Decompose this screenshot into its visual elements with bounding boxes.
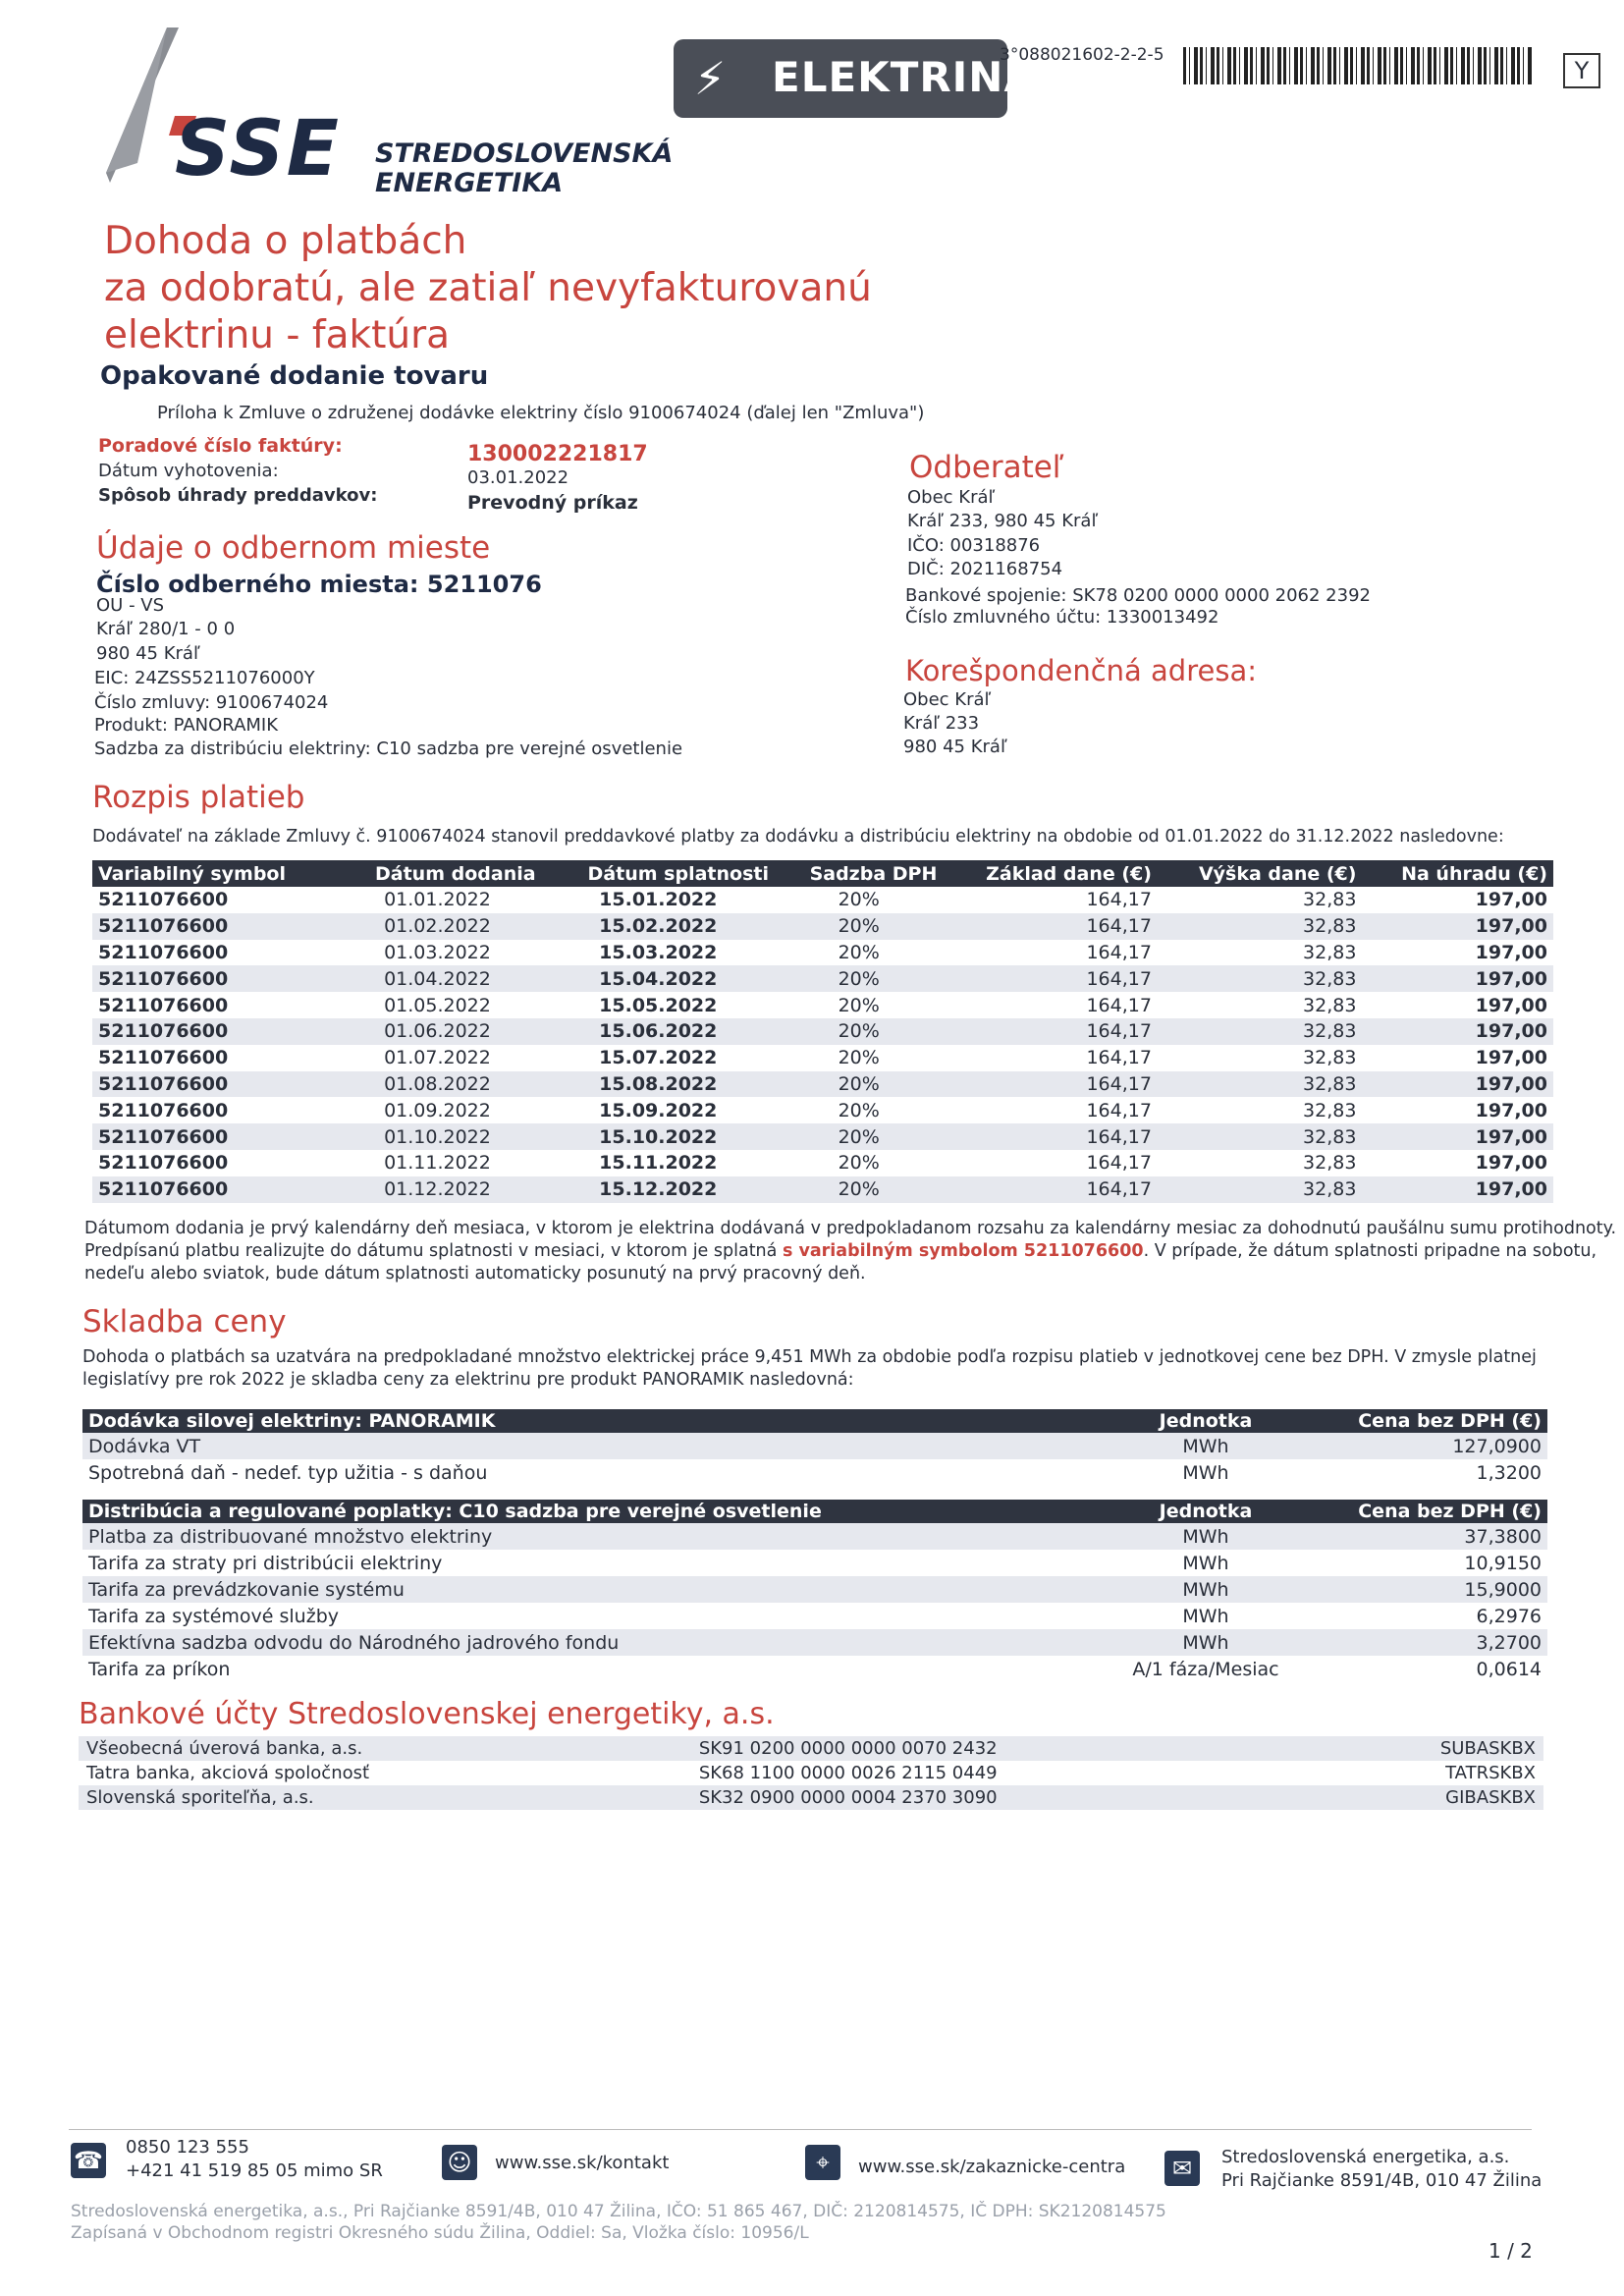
- footer-address1: Stredoslovenská energetika, a.s.: [1221, 2147, 1510, 2167]
- payment-method-value: Prevodný príkaz: [467, 492, 638, 514]
- bank-swift: SUBASKBX: [1316, 1736, 1543, 1761]
- correspondence-line2: Kráľ 233: [903, 713, 980, 734]
- cell-due-date: 15.06.2022: [542, 1018, 775, 1045]
- list-item: [82, 1433, 1547, 1459]
- bank-name: Všeobecná úverová banka, a.s.: [79, 1736, 691, 1761]
- cell-tax-base: 164,17: [943, 1123, 1158, 1150]
- supply-unit-header: Jednotka: [1092, 1409, 1320, 1433]
- note-b-variable-symbol: s variabilným symbolom 5211076600: [782, 1241, 1144, 1261]
- bank-iban: SK68 1100 0000 0026 2115 0449: [698, 1763, 998, 1783]
- location-icon: ⌖: [805, 2145, 840, 2180]
- col-delivery-date: Dátum dodania: [333, 860, 541, 887]
- cell-tax-amount: 32,83: [1303, 1152, 1357, 1175]
- item-price: 10,9150: [1464, 1552, 1542, 1574]
- mail-icon: ✉: [1164, 2151, 1200, 2186]
- col-variable-symbol: Variabilný symbol: [92, 860, 333, 887]
- cell-vat-rate: 20%: [775, 1123, 943, 1150]
- lightning-icon: ⚡: [693, 52, 727, 105]
- table-row: [92, 965, 1553, 992]
- cell-amount-due: 197,00: [1362, 1018, 1553, 1045]
- cell-delivery-date: 01.01.2022: [384, 889, 491, 911]
- cell-vat-rate: 20%: [775, 913, 943, 940]
- distribution-price-header-label: Cena bez DPH (€): [1320, 1500, 1547, 1523]
- payments-note-c: nedeľu alebo sviatok, bude dátum splatnosti automaticky posunutý na prvý pracovný deň.: [84, 1264, 866, 1284]
- place-eic: EIC: 24ZSS5211076000Y: [94, 668, 315, 688]
- cell-delivery-date: 01.12.2022: [333, 1176, 541, 1203]
- cell-amount-due: 197,00: [1362, 913, 1553, 940]
- cell-due-date: 15.11.2022: [599, 1152, 718, 1175]
- table-row: [92, 992, 1553, 1018]
- customer-line2: Kráľ 233, 980 45 Kráľ: [907, 511, 1099, 531]
- cell-variable-symbol: 5211076600: [98, 889, 229, 911]
- cell-delivery-date: 01.04.2022: [333, 965, 541, 992]
- footer-divider: [69, 2129, 1532, 2130]
- payments-table-header: [92, 860, 1553, 887]
- subtitle: Opakované dodanie tovaru: [100, 361, 489, 391]
- y-mark: Y: [1563, 53, 1600, 88]
- payments-note-b: [84, 1241, 1597, 1261]
- cell-amount-due: 197,00: [1362, 1176, 1553, 1203]
- badge-label: ELEKTRINA: [772, 53, 1037, 101]
- col-amount-due: Na úhradu (€): [1362, 860, 1553, 887]
- cell-delivery-date: 01.11.2022: [384, 1152, 491, 1175]
- bank-name: Tatra banka, akciová spoločnosť: [86, 1763, 370, 1783]
- table-row: [92, 940, 1553, 966]
- cell-amount-due: 197,00: [1475, 1047, 1547, 1069]
- cell-vat-rate: 20%: [838, 994, 880, 1016]
- pricing-intro1: Dohoda o platbách sa uzatvára na predpokladané množstvo elektrickej práce 9,451 MWh za obdobie podľa rozpisu platieb v jednotkovej cene bez DPH. V zmysle platnej: [82, 1347, 1537, 1367]
- item-unit: MWh: [1092, 1629, 1320, 1656]
- cell-delivery-date: 01.05.2022: [384, 994, 491, 1016]
- cell-variable-symbol: 5211076600: [98, 941, 229, 963]
- cell-due-date: 15.03.2022: [599, 941, 718, 963]
- cell-due-date: 15.01.2022: [599, 889, 718, 911]
- supply-price-header-label: Cena bez DPH (€): [1320, 1409, 1547, 1433]
- place-heading: Údaje o odbernom mieste: [96, 530, 491, 566]
- cell-tax-amount: 32,83: [1303, 941, 1357, 963]
- item-label: Platba za distribuované množstvo elektriny: [82, 1523, 1092, 1550]
- bank-iban: SK91 0200 0000 0000 0070 2432: [691, 1736, 1316, 1761]
- bank-swift: GIBASKBX: [1316, 1785, 1543, 1810]
- cell-tax-amount: 32,83: [1158, 1123, 1363, 1150]
- col-vat-rate: Sadzba DPH: [775, 860, 943, 887]
- item-unit: MWh: [1092, 1576, 1320, 1603]
- item-unit: MWh: [1092, 1433, 1320, 1459]
- pricing-heading: Skladba ceny: [82, 1304, 287, 1339]
- cell-variable-symbol: 5211076600: [92, 965, 333, 992]
- payments-table: [92, 860, 1553, 1203]
- distribution-price-header: [82, 1500, 1547, 1523]
- cell-amount-due: 197,00: [1475, 941, 1547, 963]
- banks-heading: Bankové účty Stredoslovenskej energetiky, a.s.: [79, 1697, 775, 1731]
- customer-dic: DIČ: 2021168754: [907, 559, 1063, 579]
- phone-icon: ☎: [71, 2143, 106, 2178]
- company-name-line1: STREDOSLOVENSKÁ: [375, 138, 674, 169]
- cell-vat-rate: 20%: [838, 1047, 880, 1069]
- col-tax-amount: Výška dane (€): [1158, 860, 1363, 887]
- table-row: [92, 1071, 1553, 1098]
- correspondence-line3: 980 45 Kráľ: [903, 737, 1007, 757]
- cell-delivery-date: 01.10.2022: [333, 1123, 541, 1150]
- cell-tax-amount: 32,83: [1158, 1018, 1363, 1045]
- list-item: [82, 1523, 1547, 1550]
- logo-text: SSE: [175, 105, 341, 193]
- invoice-number-label: Poradové číslo faktúry:: [98, 435, 343, 457]
- customer-bank: Bankové spojenie: SK78 0200 0000 0000 2062 2392: [905, 585, 1371, 606]
- cell-amount-due: 197,00: [1475, 1099, 1547, 1121]
- item-unit: A/1 fáza/Mesiac: [1132, 1658, 1279, 1680]
- customer-account: Číslo zmluvného účtu: 1330013492: [905, 607, 1219, 628]
- place-number: Číslo odberného miesta: 5211076: [96, 571, 542, 598]
- bank-iban: SK32 0900 0000 0004 2370 3090: [691, 1785, 1316, 1810]
- cell-vat-rate: 20%: [775, 965, 943, 992]
- correspondence-heading: Korešpondenčná adresa:: [905, 654, 1257, 687]
- cell-tax-base: 164,17: [943, 1018, 1158, 1045]
- electricity-badge: [674, 39, 1037, 118]
- table-row: [92, 1097, 1553, 1123]
- title-line2: za odobratú, ale zatiaľ nevyfakturovanú: [104, 266, 872, 310]
- bank-row: [79, 1736, 1543, 1761]
- note-b-part1: Predpísanú platbu realizujte do dátumu splatnosti v mesiaci, v ktorom je splatná: [84, 1241, 778, 1261]
- list-item: [82, 1603, 1547, 1629]
- issue-date-value: 03.01.2022: [467, 467, 569, 488]
- cell-amount-due: 197,00: [1362, 1123, 1553, 1150]
- footer-legal1: Stredoslovenská energetika, a.s., Pri Rajčianke 8591/4B, 010 47 Žilina, IČO: 51 865 467, DIČ: 2120814575, IČ DPH: SK2120814575: [71, 2202, 1166, 2221]
- cell-tax-base: 164,17: [1086, 941, 1152, 963]
- pricing-intro2: legislatívy pre rok 2022 je skladba ceny za elektrinu pre produkt PANORAMIK nasledovná:: [82, 1370, 854, 1390]
- list-item: [82, 1629, 1547, 1656]
- cell-amount-due: 197,00: [1362, 965, 1553, 992]
- item-label: Dodávka VT: [82, 1433, 1092, 1459]
- cell-variable-symbol: 5211076600: [92, 913, 333, 940]
- table-row: [92, 1045, 1553, 1071]
- cell-delivery-date: 01.07.2022: [384, 1047, 491, 1069]
- bank-name: Slovenská sporiteľňa, a.s.: [79, 1785, 691, 1810]
- table-row: [92, 1176, 1553, 1203]
- cell-amount-due: 197,00: [1475, 889, 1547, 911]
- footer-legal2: Zapísaná v Obchodnom registri Okresného súdu Žilina, Oddiel: Sa, Vložka číslo: 10956/L: [71, 2223, 809, 2243]
- cell-due-date: 15.07.2022: [599, 1047, 718, 1069]
- cell-amount-due: 197,00: [1475, 1152, 1547, 1175]
- item-price: 37,3800: [1320, 1523, 1547, 1550]
- note-b-part3: . V prípade, že dátum splatnosti pripadne na sobotu,: [1143, 1241, 1597, 1261]
- item-label: Spotrebná daň - nedef. typ užitia - s daňou: [88, 1461, 488, 1484]
- list-item: [82, 1656, 1547, 1682]
- company-name-line2: ENERGETIKA: [375, 168, 564, 198]
- cell-tax-amount: 32,83: [1158, 1071, 1363, 1098]
- bank-swift: TATRSKBX: [1445, 1763, 1536, 1783]
- item-label: Efektívna sadzba odvodu do Národného jadrového fondu: [82, 1629, 1092, 1656]
- distribution-price-table: [82, 1500, 1547, 1682]
- cell-tax-base: 164,17: [1086, 889, 1152, 911]
- supply-header-label: Dodávka silovej elektriny: PANORAMIK: [82, 1409, 1092, 1433]
- col-tax-base: Základ dane (€): [943, 860, 1158, 887]
- place-line3: 980 45 Kráľ: [96, 643, 200, 664]
- cell-tax-base: 164,17: [1086, 1047, 1152, 1069]
- cell-amount-due: 197,00: [1475, 994, 1547, 1016]
- item-price: 1,3200: [1476, 1461, 1542, 1484]
- cell-vat-rate: 20%: [838, 1152, 880, 1175]
- cell-amount-due: 197,00: [1362, 1071, 1553, 1098]
- cell-variable-symbol: 5211076600: [92, 1071, 333, 1098]
- cell-delivery-date: 01.09.2022: [384, 1099, 491, 1121]
- list-item: [82, 1459, 1547, 1486]
- cell-vat-rate: 20%: [838, 889, 880, 911]
- cell-vat-rate: 20%: [775, 1018, 943, 1045]
- footer-phone2: +421 41 519 85 05 mimo SR: [126, 2160, 383, 2181]
- item-label: Tarifa za straty pri distribúcii elektriny: [88, 1552, 443, 1574]
- supply-price-table: [82, 1409, 1547, 1486]
- customer-heading: Odberateľ: [909, 450, 1064, 485]
- cell-due-date: 15.04.2022: [542, 965, 775, 992]
- payments-note-a: Dátumom dodania je prvý kalendárny deň mesiaca, v ktorom je elektrina dodávaná v predpokladanom rozsahu za kalendárny mesiac za dohodnutú paušálnu sumu protihodnoty.: [84, 1219, 1617, 1238]
- cell-delivery-date: 01.03.2022: [384, 941, 491, 963]
- distribution-header-label: Distribúcia a regulované poplatky: C10 sadzba pre verejné osvetlenie: [82, 1500, 1092, 1523]
- cell-due-date: 15.10.2022: [542, 1123, 775, 1150]
- cell-vat-rate: 20%: [838, 1099, 880, 1121]
- cell-delivery-date: 01.08.2022: [333, 1071, 541, 1098]
- item-label: Tarifa za prevádzkovanie systému: [82, 1576, 1092, 1603]
- cell-tax-amount: 32,83: [1158, 1176, 1363, 1203]
- col-due-date: Dátum splatnosti: [542, 860, 775, 887]
- cell-tax-base: 164,17: [943, 965, 1158, 992]
- cell-tax-amount: 32,83: [1158, 913, 1363, 940]
- footer-contact-link[interactable]: www.sse.sk/kontakt: [495, 2153, 670, 2173]
- cell-due-date: 15.09.2022: [599, 1099, 718, 1121]
- item-unit: MWh: [1182, 1605, 1229, 1627]
- payments-intro: Dodávateľ na základe Zmluvy č. 9100674024 stanovil preddavkové platby za dodávku a distribúciu elektriny na obdobie od 01.01.2022 do 31.12.2022 nasledovne:: [92, 827, 1504, 847]
- cell-tax-base: 164,17: [943, 1071, 1158, 1098]
- payments-heading: Rozpis platieb: [92, 780, 305, 815]
- footer-phone1: 0850 123 555: [126, 2137, 249, 2158]
- cell-delivery-date: 01.02.2022: [333, 913, 541, 940]
- place-product: Produkt: PANORAMIK: [94, 715, 279, 736]
- list-item: [82, 1550, 1547, 1576]
- cell-tax-amount: 32,83: [1158, 965, 1363, 992]
- item-price: 3,2700: [1320, 1629, 1547, 1656]
- cell-due-date: 15.02.2022: [542, 913, 775, 940]
- banks-table: [79, 1736, 1543, 1810]
- cell-due-date: 15.05.2022: [599, 994, 718, 1016]
- title-line3: elektrinu - faktúra: [104, 313, 451, 357]
- customer-ico: IČO: 00318876: [907, 535, 1041, 556]
- item-label: Tarifa za príkon: [88, 1658, 231, 1680]
- cell-tax-amount: 32,83: [1303, 1047, 1357, 1069]
- item-unit: MWh: [1182, 1552, 1229, 1574]
- bank-row: [79, 1785, 1543, 1810]
- cell-variable-symbol: 5211076600: [92, 1018, 333, 1045]
- cell-delivery-date: 01.06.2022: [333, 1018, 541, 1045]
- cell-variable-symbol: 5211076600: [98, 994, 229, 1016]
- issue-date-label: Dátum vyhotovenia:: [98, 461, 279, 481]
- footer-address2: Pri Rajčianke 8591/4B, 010 47 Žilina: [1221, 2170, 1543, 2191]
- table-row: [92, 1150, 1553, 1176]
- item-label: Tarifa za systémové služby: [88, 1605, 340, 1627]
- cell-due-date: 15.12.2022: [542, 1176, 775, 1203]
- table-row: [92, 1018, 1553, 1045]
- cell-due-date: 15.08.2022: [542, 1071, 775, 1098]
- annex-text: Príloha k Zmluve o združenej dodávke elektriny číslo 9100674024 (ďalej len "Zmluva"): [157, 403, 925, 423]
- item-price: 15,9000: [1320, 1576, 1547, 1603]
- table-row: [92, 1123, 1553, 1150]
- cell-vat-rate: 20%: [775, 1071, 943, 1098]
- cell-tax-base: 164,17: [1086, 1152, 1152, 1175]
- cell-tax-base: 164,17: [943, 913, 1158, 940]
- cell-variable-symbol: 5211076600: [92, 1123, 333, 1150]
- cell-variable-symbol: 5211076600: [98, 1047, 229, 1069]
- item-unit: MWh: [1182, 1461, 1229, 1484]
- cell-variable-symbol: 5211076600: [92, 1176, 333, 1203]
- bank-row: [79, 1761, 1543, 1785]
- cell-tax-amount: 32,83: [1303, 994, 1357, 1016]
- place-line2: Kráľ 280/1 - 0 0: [96, 619, 236, 639]
- title-line1: Dohoda o platbách: [104, 219, 467, 263]
- cell-tax-base: 164,17: [1086, 994, 1152, 1016]
- payment-method-label: Spôsob úhrady preddavkov:: [98, 485, 378, 506]
- cell-vat-rate: 20%: [838, 941, 880, 963]
- document-code: 3°088021602-2-2-5: [1000, 45, 1164, 65]
- supply-price-header: [82, 1409, 1547, 1433]
- footer-centers-link[interactable]: www.sse.sk/zakaznicke-centra: [858, 2157, 1126, 2177]
- item-price: 0,0614: [1476, 1658, 1542, 1680]
- list-item: [82, 1576, 1547, 1603]
- cell-variable-symbol: 5211076600: [98, 1152, 229, 1175]
- correspondence-line1: Obec Kráľ: [903, 689, 992, 710]
- cell-variable-symbol: 5211076600: [98, 1099, 229, 1121]
- table-row: [92, 887, 1553, 913]
- place-line1: OU - VS: [96, 595, 165, 616]
- cell-vat-rate: 20%: [775, 1176, 943, 1203]
- invoice-number-value: 130002221817: [467, 442, 648, 466]
- barcode: [1183, 47, 1532, 84]
- place-tariff: Sadzba za distribúciu elektriny: C10 sadzba pre verejné osvetlenie: [94, 738, 683, 759]
- item-price: 6,2976: [1476, 1605, 1542, 1627]
- distribution-unit-header: Jednotka: [1092, 1500, 1320, 1523]
- cell-tax-base: 164,17: [1086, 1099, 1152, 1121]
- cell-tax-amount: 32,83: [1303, 1099, 1357, 1121]
- customer-line1: Obec Kráľ: [907, 487, 996, 508]
- cell-tax-amount: 32,83: [1303, 889, 1357, 911]
- page-number: 1 / 2: [1489, 2239, 1533, 2263]
- item-unit: MWh: [1092, 1523, 1320, 1550]
- place-contract: Číslo zmluvy: 9100674024: [94, 692, 329, 713]
- cell-tax-base: 164,17: [943, 1176, 1158, 1203]
- item-price: 127,0900: [1320, 1433, 1547, 1459]
- table-row: [92, 913, 1553, 940]
- contact-icon: ☺: [442, 2145, 477, 2180]
